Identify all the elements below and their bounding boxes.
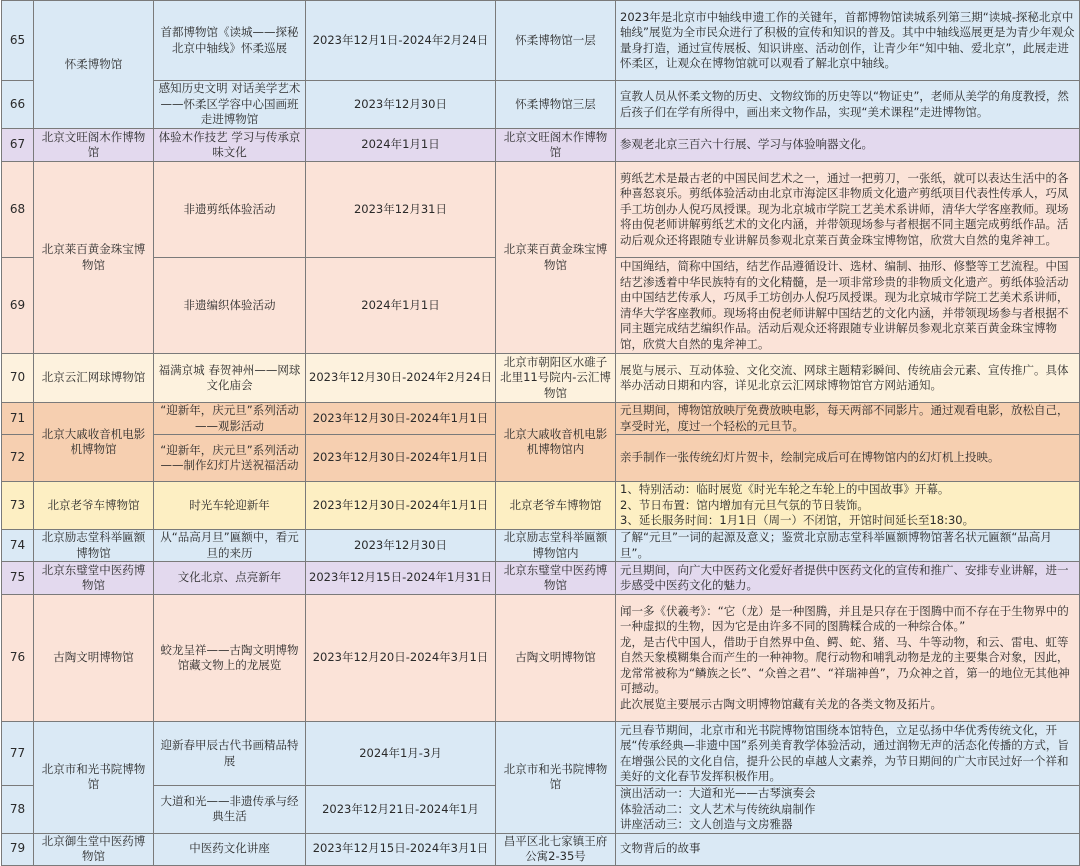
activity-venue: 北京文旺阁木作博物馆 [496, 129, 616, 162]
activity-venue: 昌平区北七家镇王府公寓2-35号 [496, 833, 616, 865]
description-line: 1、特别活动：临时展览《时光车轮之车轮上的中国故事》开幕。 [620, 482, 950, 497]
activity-description: 元旦期间，向广大中医药文化爱好者提供中医药文化的宣传和推广、安排专业讲解，进一步感受中医药文化的魅力。 [616, 562, 1080, 595]
activity-description: 元旦期间，博物馆放映厅免费放映电影，每天两部不同影片。通过观看电影，放松自己，享受时光，度过一个轻松的元旦节。 [616, 403, 1080, 435]
activity-date: 2023年12月30日-2024年1月1日 [306, 435, 496, 482]
row-number: 69 [2, 258, 34, 354]
activity-description: 亲手制作一张传统幻灯片贺卡，绘制完成后可在博物馆内的幻灯机上投映。 [616, 435, 1080, 482]
activity-venue: 北京市朝阳区水碓子北里11号院内-云汇博物馆 [496, 354, 616, 403]
row-number: 77 [2, 722, 34, 786]
row-number: 71 [2, 403, 34, 435]
activity-date: 2023年12月20日-2024年3月1日 [306, 595, 496, 722]
activity-name: “迎新年，庆元旦”系列活动——制作幻灯片送祝福活动 [154, 435, 306, 482]
activity-date: 2023年12月15日-2024年1月31日 [306, 562, 496, 595]
activity-name: 蛟龙呈祥——古陶文明博物馆藏文物上的龙展览 [154, 595, 306, 722]
activity-name: 迎新春甲辰古代书画精品特展 [154, 722, 306, 786]
activity-date: 2023年12月30日 [306, 81, 496, 129]
description-line: 演出活动一：大道和光——古琴演奏会 [620, 786, 816, 800]
activity-name: 中医药文化讲座 [154, 833, 306, 865]
activity-date: 2023年12月30日-2024年1月1日 [306, 482, 496, 530]
description-paragraph: 龙，是古代中国人，借助于自然界中鱼、鳄、蛇、猪、马、牛等动物，和云、雷电、虹等自然天象模糊集合而产生的一种神物。爬行动物和哺乳动物是龙的主要集合对象，因此，龙常常被称为“鳞族之长”、“众兽之君”、“祥瑞神兽”，乃众神之首，第一的地位无其他神可撼动。 [620, 634, 1070, 696]
activity-venue: 北京老爷车博物馆 [496, 482, 616, 530]
museum-name: 北京老爷车博物馆 [34, 482, 154, 530]
activity-date: 2023年12月15日-2024年3月1日 [306, 833, 496, 865]
activity-venue: 怀柔博物馆三层 [496, 81, 616, 129]
activity-date: 2023年12月30日 [306, 530, 496, 562]
row-number: 76 [2, 595, 34, 722]
row-number: 68 [2, 162, 34, 258]
activity-date: 2024年1月1日 [306, 258, 496, 354]
museum-name: 北京御生堂中医药博物馆 [34, 833, 154, 865]
museum-name: 北京励志堂科举匾额博物馆 [34, 530, 154, 562]
table-row [2, 595, 1080, 722]
description-line: 体验活动二：文人艺术与传统纨扇制作 [620, 801, 816, 816]
row-number: 65 [2, 1, 34, 81]
activity-description: 剪纸艺术是最古老的中国民间艺术之一，通过一把剪刀，一张纸，就可以表达生活中的各种喜怒哀乐。剪纸体验活动由北京市海淀区非物质文化遗产剪纸项目代表性传承人，巧凤手工坊创办人倪巧凤授课。现为北京城市学院工艺美术系讲师，清华大学客座教师。现场将由倪老师讲解剪纸艺术的文化内涵，并带领现场参与者根据不同主题完成剪纸作品。活动后观众还将跟随专业讲解员参观北京莱百黄金珠宝博物馆，欣赏大自然的鬼斧神工。 [616, 162, 1080, 258]
museum-name: 北京市和光书院博物馆 [34, 722, 154, 834]
table-row [2, 833, 1080, 865]
activity-date: 2023年12月30日-2024年1月1日 [306, 403, 496, 435]
table-row [2, 530, 1080, 562]
activity-date: 2023年12月21日-2024年1月 [306, 786, 496, 834]
row-number: 72 [2, 435, 34, 482]
activity-name: 体验木作技艺 学习与传承京味文化 [154, 129, 306, 162]
row-number: 79 [2, 833, 34, 865]
row-number: 75 [2, 562, 34, 595]
activity-venue: 北京莱百黄金珠宝博物馆 [496, 162, 616, 354]
row-number: 78 [2, 786, 34, 834]
activity-description [616, 595, 1080, 722]
activity-description: 展览与展示、互动体验、文化交流、网球主题精彩瞬间、传统庙会元素、宣传推广。具体举办活动日期和内容，详见北京云汇网球博物馆官方网站通知。 [616, 354, 1080, 403]
activity-description: 宣教人员从怀柔文物的历史、文物纹饰的历史等以“物证史”，老师从美学的角度教授，然后孩子们在学有所得中，画出来文物作品，实现“美术课程”走进博物馆。 [616, 81, 1080, 129]
activity-name: 非遗编织体验活动 [154, 258, 306, 354]
activity-description: 2023年是北京市中轴线申遗工作的关键年，首都博物馆读城系列第三期“读城-探秘北京中轴线”展览为全市民众进行了积极的宣传和知识的普及。其中中轴线巡展更是为青少年观众量身打造，通过宣传展板、知识讲座、活动创作，让青少年“知中轴、爱北京”，此展走进怀柔区，让观众在博物馆就可以观看了解北京中轴线。 [616, 1, 1080, 81]
activity-venue: 北京市和光书院博物馆 [496, 722, 616, 834]
activity-description: 中国绳结，简称中国结，结艺作品遵循设计、选材、编制、抽形、修整等工艺流程。中国结艺渗透着中华民族特有的文化精髓，是一项非常珍贵的非物质文化遗产。剪纸体验活动由中国结艺传承人，巧凤手工坊创办人倪巧凤授课。现为北京城市学院工艺美术系讲师，清华大学客座教师。现场将由倪老师讲解中国结艺的文化内涵，并带领现场参与者根据不同主题完成结艺编织作品。活动后观众还将跟随专业讲解员参观北京莱百黄金珠宝博物馆，欣赏大自然的鬼斧神工。 [616, 258, 1080, 354]
row-number: 66 [2, 81, 34, 129]
museum-events-table [1, 0, 1080, 866]
activity-name: 福满京城 春贺神州——网球文化庙会 [154, 354, 306, 403]
activity-date: 2023年12月31日 [306, 162, 496, 258]
activity-venue: 北京大戚收音机电影机博物馆内 [496, 403, 616, 482]
row-number: 67 [2, 129, 34, 162]
activity-name: 大道和光——非遗传承与经典生活 [154, 786, 306, 834]
table-row [2, 81, 1080, 129]
activity-name: 时光车轮迎新年 [154, 482, 306, 530]
description-line: 2、节日布置：馆内增加有元旦气氛的节日装饰。 [620, 497, 869, 512]
activity-date: 2024年1月-3月 [306, 722, 496, 786]
activity-venue: 北京东璧堂中医药博物馆 [496, 562, 616, 595]
museum-name: 北京文旺阁木作博物馆 [34, 129, 154, 162]
table-row [2, 722, 1080, 786]
row-number: 73 [2, 482, 34, 530]
museum-name: 北京东璧堂中医药博物馆 [34, 562, 154, 595]
activity-date: 2023年12月1日-2024年2月24日 [306, 1, 496, 81]
description-paragraph: 此次展览主要展示古陶文明博物馆藏有关龙的各类文物及拓片。 [620, 696, 942, 711]
table-row [2, 1, 1080, 81]
description-line: 3、延长服务时间：1月1日（周一）不闭馆，开馆时间延长至18:30。 [620, 513, 975, 528]
activity-name: 文化北京、点亮新年 [154, 562, 306, 595]
activity-venue: 怀柔博物馆一层 [496, 1, 616, 81]
activity-description [616, 786, 1080, 834]
activity-name: 感知历史文明 对话美学艺术——怀柔区学容中心国画班走进博物馆 [154, 81, 306, 129]
table-row [2, 162, 1080, 258]
table-row [2, 482, 1080, 530]
table-row [2, 562, 1080, 595]
row-number: 70 [2, 354, 34, 403]
activity-description: 参观老北京三百六十行展、学习与体验响器文化。 [616, 129, 1080, 162]
activity-date: 2024年1月1日 [306, 129, 496, 162]
activity-description [616, 482, 1080, 530]
activity-description: 元旦春节期间，北京市和光书院博物馆围绕本馆特色，立足弘扬中华优秀传统文化，开展“传承经典—非遗中国”系列美育教学体验活动，通过润物无声的活态化传播的方式，旨在增强公民的文化自信，提升公民的卓越人文素养，为节日期间的广大市民过好一个祥和美好的文化春节发挥积极作用。 [616, 722, 1080, 786]
activity-description: 了解“元旦”一词的起源及意义；鉴赏北京励志堂科举匾额博物馆著名状元匾额“品高月旦”。 [616, 530, 1080, 562]
description-paragraph: 闻一多《伏羲考》：“它（龙）是一种图腾，并且是只存在于图腾中而不存在于生物界中的一种虚拟的生物，因为它是由许多不同的图腾糅合成的一种综合体。” [620, 603, 1069, 634]
description-line: 讲座活动三：文人创造与文房雅器 [620, 817, 793, 831]
table-row [2, 403, 1080, 435]
activity-name: 首都博物馆《读城——探秘北京中轴线》怀柔巡展 [154, 1, 306, 81]
activity-name: “迎新年，庆元旦”系列活动——观影活动 [154, 403, 306, 435]
activity-name: 非遗剪纸体验活动 [154, 162, 306, 258]
table-row [2, 129, 1080, 162]
activity-venue: 北京励志堂科举匾额博物馆内 [496, 530, 616, 562]
activity-venue: 古陶文明博物馆 [496, 595, 616, 722]
table-row [2, 354, 1080, 403]
activity-description: 文物背后的故事 [616, 833, 1080, 865]
museum-name: 北京云汇网球博物馆 [34, 354, 154, 403]
activity-name: 从“品高月旦”匾额中，看元旦的来历 [154, 530, 306, 562]
museum-name: 北京莱百黄金珠宝博物馆 [34, 162, 154, 354]
row-number: 74 [2, 530, 34, 562]
activity-date: 2023年12月30日-2024年2月24日 [306, 354, 496, 403]
museum-name: 怀柔博物馆 [34, 1, 154, 129]
museum-name: 古陶文明博物馆 [34, 595, 154, 722]
museum-name: 北京大戚收音机电影机博物馆 [34, 403, 154, 482]
